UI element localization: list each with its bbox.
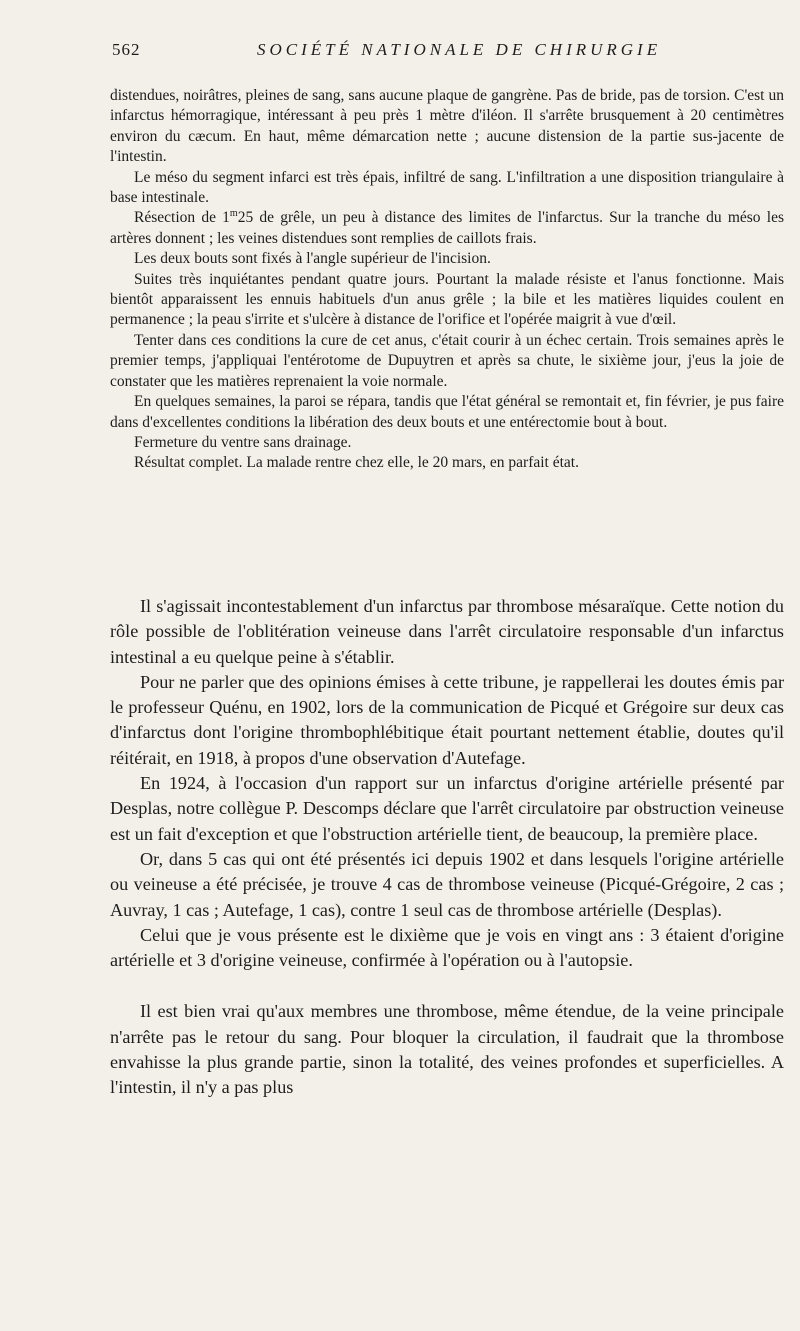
case-report-paragraph: distendues, noirâtres, pleines de sang, sans aucune plaque de gangrène. Pas de bride, pas de torsion. C'est un infarctus hémorragique, intéressant à peu près 1 mètre d'iléon. Il s'arrête brusquement à 20 centimètres environ du cæcum. En haut, même démarcation nette ; aucune distension de la partie sus-jacente de l'intestin.	[110, 87, 784, 166]
page-number: 562	[112, 40, 141, 59]
discussion-paragraph: Il s'agissait incontestablement d'un infarctus par thrombose mésaraïque. Cette notion du rôle possible de l'oblitération veineuse dans l'arrêt circulatoire responsable d'un infarctus intestinal a eu quelque peine à s'établir.	[110, 596, 784, 667]
discussion-paragraph: Or, dans 5 cas qui ont été présentés ici depuis 1902 et dans lesquels l'origine artérielle ou veineuse a été précisée, je trouve 4 cas de thrombose veineuse (Picqué-Grégoire, 2 cas ; Auvray, 1 cas ; Autefage, 1 cas), contre 1 seul cas de thrombose artérielle (Desplas).	[110, 848, 784, 920]
case-report-paragraph: Tenter dans ces conditions la cure de cet anus, c'était courir à un échec certain. Trois semaines après le premier temps, j'appliquai l'entérotome de Dupuytren et après sa chute, le sixième jour, j'eus la joie de constater que les matières reprenaient la voie normale.	[110, 331, 784, 390]
case-report-paragraph: Fermeture du ventre sans drainage.	[134, 433, 352, 451]
case-report-paragraph: Les deux bouts sont fixés à l'angle supérieur de l'incision.	[134, 250, 491, 268]
case-report	[110, 86, 784, 474]
case-report-paragraph: Résection de 1$^m$25 de grêle, un peu à distance des limites de l'infarctus. Sur la tranche du méso les artères donnent ; les veines distendues sont remplies de caillots frais.	[110, 208, 784, 247]
superscript-unit: m	[229, 208, 238, 220]
discussion-paragraph: Celui que je vous présente est le dixième que je vois en vingt ans : 3 étaient d'origine artérielle et 3 d'origine veineuse, confirmée à l'opération ou à l'autopsie.	[110, 924, 784, 971]
case-report-paragraph: Le méso du segment infarci est très épais, infiltré de sang. L'infiltration a une disposition triangulaire à base intestinale.	[110, 168, 784, 207]
case-report-paragraph: En quelques semaines, la paroi se répara, tandis que l'état général se remontait et, fin février, je pus faire dans d'excellentes conditions la libération des deux bouts et une entérectomie bout à bout.	[110, 393, 784, 431]
discussion	[110, 594, 784, 1101]
running-title: SOCIÉTÉ NATIONALE DE CHIRURGIE	[257, 40, 662, 59]
page-header	[112, 40, 784, 70]
discussion-paragraph: Il est bien vrai qu'aux membres une thrombose, même étendue, de la veine principale n'arrête pas le retour du sang. Pour bloquer la circulation, il faudrait que la thrombose envahisse la plus grande partie, sinon la totalité, des veines profondes et superficielles. A l'intestin, il n'y a pas plus	[110, 1001, 784, 1098]
case-report-paragraph: Suites très inquiétantes pendant quatre jours. Pourtant la malade résiste et l'anus fonctionne. Mais bientôt apparaissent les ennuis habituels d'un anus grêle ; la bile et les matières liquides coulent en permanence ; la peau s'irrite et s'ulcère à distance de l'orifice et l'opérée maigrit à vue d'œil.	[110, 270, 784, 329]
discussion-paragraph: En 1924, à l'occasion d'un rapport sur un infarctus d'origine artérielle présenté par Desplas, notre collègue P. Descomps déclare que l'arrêt circulatoire par obstruction veineuse est un fait d'exception et que l'obstruction artérielle tient, de beaucoup, la première place.	[110, 773, 784, 844]
case-report-paragraph: Résultat complet. La malade rentre chez elle, le 20 mars, en parfait état.	[134, 454, 579, 472]
discussion-paragraph: Pour ne parler que des opinions émises à cette tribune, je rappellerai les doutes émis par le professeur Quénu, en 1902, lors de la communication de Picqué et Grégoire sur deux cas d'infarctus dont l'origine thrombophlébitique était pourtant nettement établie, doutes qu'il réitérait, en 1918, à propos d'une observation d'Autefage.	[110, 671, 784, 768]
